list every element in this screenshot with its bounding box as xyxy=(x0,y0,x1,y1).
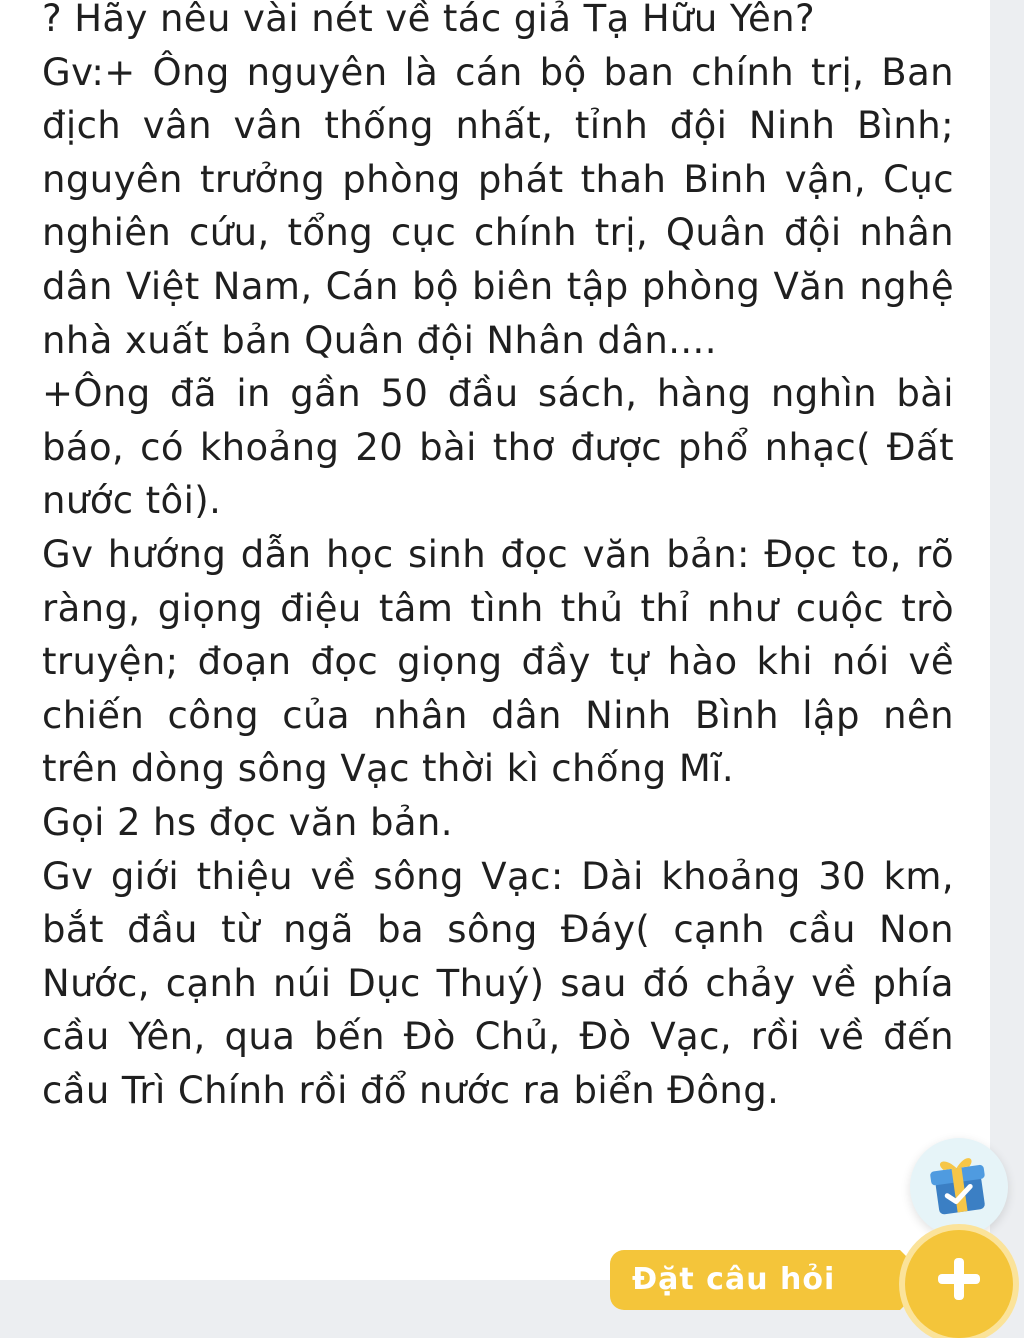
paragraph-call-students: Gọi 2 hs đọc văn bản. xyxy=(42,800,453,844)
plus-fab-button[interactable] xyxy=(905,1230,1013,1338)
gift-button[interactable] xyxy=(910,1138,1008,1236)
ask-question-button[interactable]: Đặt câu hỏi xyxy=(610,1250,900,1310)
question-line: ? Hãy nêu vài nét về tác giả Tạ Hữu Yên? xyxy=(42,0,816,40)
page-scrollbar-track[interactable] xyxy=(990,0,1024,1280)
paragraph-author-works: +Ông đã in gần 50 đầu sách, hàng nghìn bài báo, có khoảng 20 bài thơ được phổ nhạc( Đất nước tôi). xyxy=(42,372,954,523)
paragraph-reading-guide: Gv hướng dẫn học sinh đọc văn bản: Đọc to, rõ ràng, giọng điệu tâm tình thủ thỉ như cuộc trò truyện; đoạn đọc giọng đầy tự hào khi nói về chiến công của nhân dân Ninh Bình lập nên trên dòng sông Vạc thời kì chống Mĩ. xyxy=(42,532,954,791)
document-body xyxy=(42,0,954,1117)
paragraph-author-career: Gv:+ Ông nguyên là cán bộ ban chính trị, Ban địch vân vân thống nhất, tỉnh đội Ninh Bình; nguyên trưởng phòng phát thah Binh vận, Cục nghiên cứu, tổng cục chính trị, Quân đội nhân dân Việt Nam, Cán bộ biên tập phòng Văn nghệ nhà xuất bản Quân đội Nhân dân.... xyxy=(42,50,954,362)
paragraph-song-vac: Gv giới thiệu về sông Vạc: Dài khoảng 30 km, bắt đầu từ ngã ba sông Đáy( cạnh cầu Non Nước, cạnh núi Dục Thuý) sau đó chảy về phía cầu Yên, qua bến Đò Chủ, Đò Vạc, rồi về đến cầu Trì Chính rồi đổ nước ra biển Đông. xyxy=(42,854,954,1112)
